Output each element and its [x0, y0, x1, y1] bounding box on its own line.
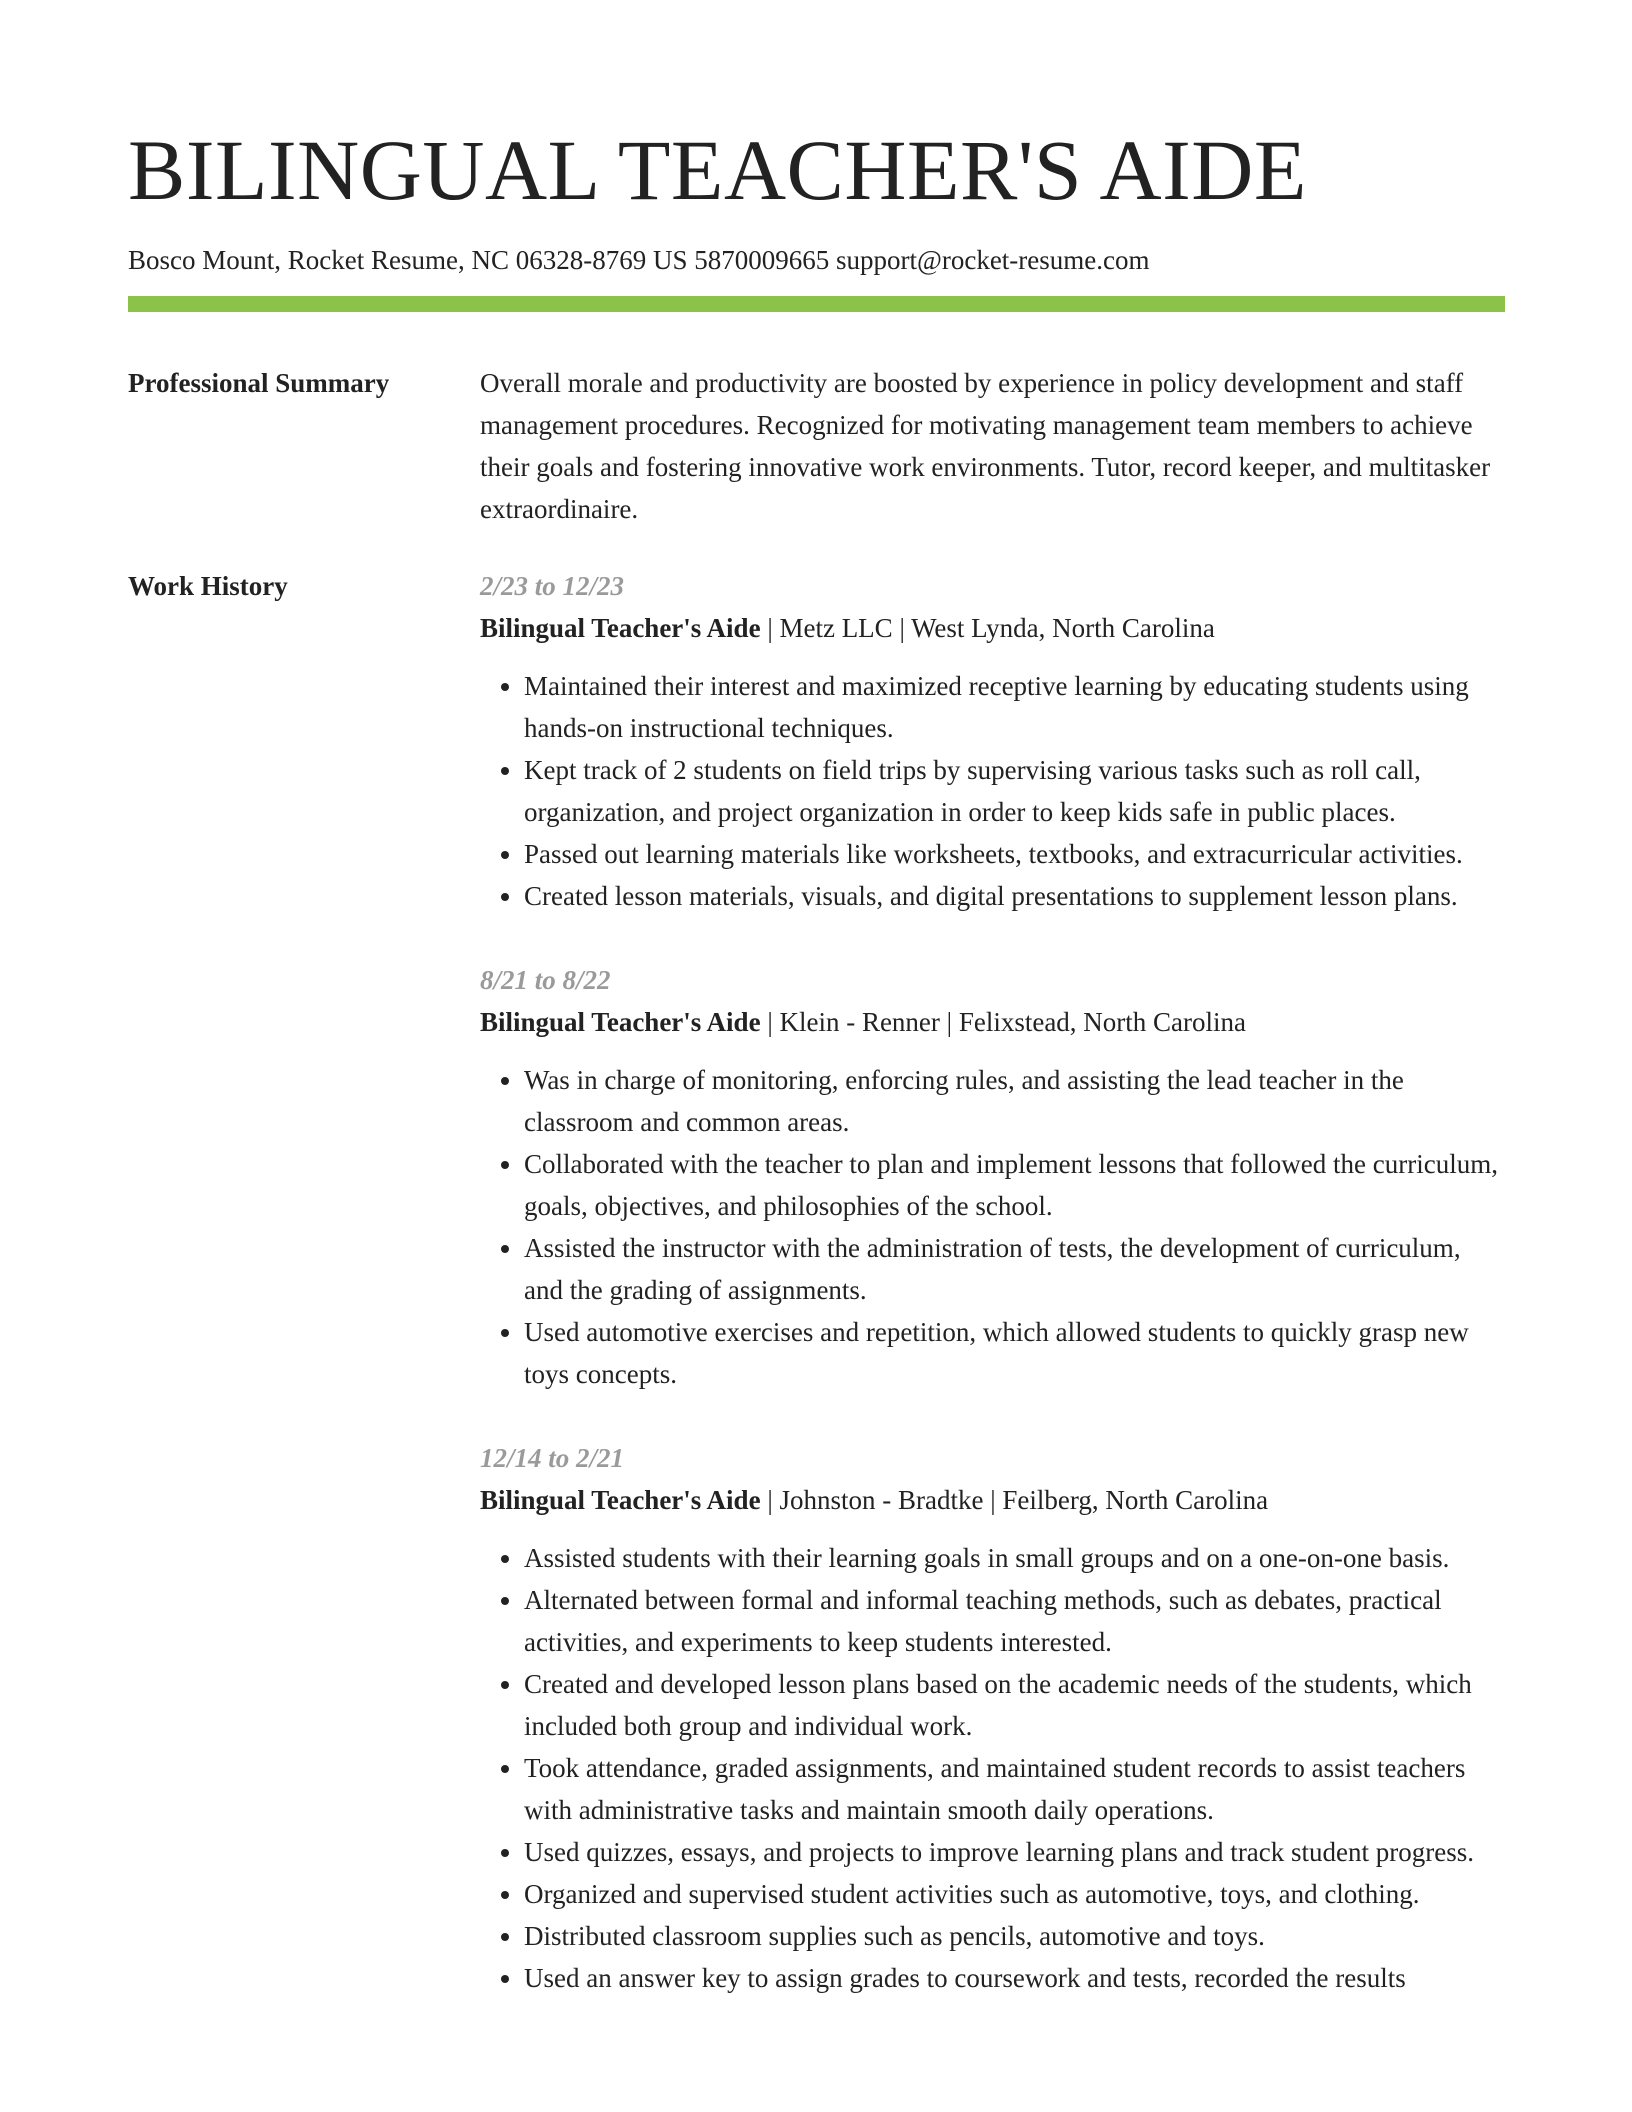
- job-entry: [480, 565, 1505, 917]
- job-details: | Klein - Renner | Felixstead, North Carolina: [760, 1007, 1247, 1037]
- job-bullet: • Passed out learning materials like worksheets, textbooks, and extracurricular activities.: [524, 833, 1505, 875]
- resume-name-heading: BILINGUAL TEACHER'S AIDE: [128, 122, 1307, 218]
- job-title: Bilingual Teacher's Aide: [480, 1007, 761, 1037]
- job-bullet: • Collaborated with the teacher to plan and implement lessons that followed the curriculum, goals, objectives, and philosophies of the school.: [524, 1143, 1505, 1227]
- job-dates: 12/14 to 2/21: [480, 1443, 625, 1473]
- job-bullet: • Assisted the instructor with the administration of tests, the development of curriculum, and the grading of assignments.: [524, 1227, 1505, 1311]
- job-dates: 8/21 to 8/22: [480, 965, 611, 995]
- work-history-body: [480, 565, 1505, 2041]
- work-history-section: [128, 565, 1505, 2041]
- resume-page: [128, 0, 1505, 2041]
- job-heading: [480, 1479, 1505, 1521]
- job-bullet: • Used quizzes, essays, and projects to improve learning plans and track student progress.: [524, 1831, 1505, 1873]
- job-details: | Johnston - Bradtke | Feilberg, North Carolina: [760, 1485, 1269, 1515]
- job-bullet: • Organized and supervised student activities such as automotive, toys, and clothing.: [524, 1873, 1505, 1915]
- job-bullet: • Used an answer key to assign grades to coursework and tests, recorded the results: [524, 1957, 1505, 1999]
- job-heading: [480, 607, 1505, 649]
- job-entry: [480, 1437, 1505, 1999]
- job-bullet: • Kept track of 2 students on field trips by supervising various tasks such as roll call, organization, and project organization in order to keep kids safe in public places.: [524, 749, 1505, 833]
- job-bullet: • Maintained their interest and maximized receptive learning by educating students using hands-on instructional techniques.: [524, 665, 1505, 749]
- job-title: Bilingual Teacher's Aide: [480, 613, 761, 643]
- header-divider: [128, 296, 1505, 312]
- job-entry: [480, 959, 1505, 1395]
- job-bullet: • Distributed classroom supplies such as pencils, automotive and toys.: [524, 1915, 1505, 1957]
- job-bullets: [480, 1537, 1505, 1999]
- job-bullet: • Used automotive exercises and repetition, which allowed students to quickly grasp new toys concepts.: [524, 1311, 1505, 1395]
- summary-text: Overall morale and productivity are boosted by experience in policy development and staff management procedures. Recognized for motivating management team members to achieve their goals and fostering innovative work environments. Tutor, record keeper, and multitasker extraordinaire.: [480, 368, 1491, 524]
- work-history-label: Work History: [128, 571, 288, 601]
- job-bullet: • Created lesson materials, visuals, and digital presentations to supplement lesson plans.: [524, 875, 1505, 917]
- job-dates: 2/23 to 12/23: [480, 571, 625, 601]
- job-bullet: • Assisted students with their learning goals in small groups and on a one-on-one basis.: [524, 1537, 1505, 1579]
- job-bullet: • Alternated between formal and informal teaching methods, such as debates, practical activities, and experiments to keep students interested.: [524, 1579, 1505, 1663]
- job-bullets: [480, 665, 1505, 917]
- job-title: Bilingual Teacher's Aide: [480, 1485, 761, 1515]
- job-bullet: • Took attendance, graded assignments, and maintained student records to assist teachers with administrative tasks and maintain smooth daily operations.: [524, 1747, 1505, 1831]
- summary-label: Professional Summary: [128, 368, 390, 398]
- summary-section: [128, 362, 1505, 530]
- job-bullets: [480, 1059, 1505, 1395]
- contact-info: Bosco Mount, Rocket Resume, NC 06328-8769 US 5870009665 support@rocket-resume.com: [128, 245, 1150, 275]
- job-bullet: • Was in charge of monitoring, enforcing rules, and assisting the lead teacher in the classroom and common areas.: [524, 1059, 1505, 1143]
- job-details: | Metz LLC | West Lynda, North Carolina: [760, 613, 1215, 643]
- job-heading: [480, 1001, 1505, 1043]
- job-bullet: • Created and developed lesson plans based on the academic needs of the students, which included both group and individual work.: [524, 1663, 1505, 1747]
- summary-body: [480, 362, 1505, 530]
